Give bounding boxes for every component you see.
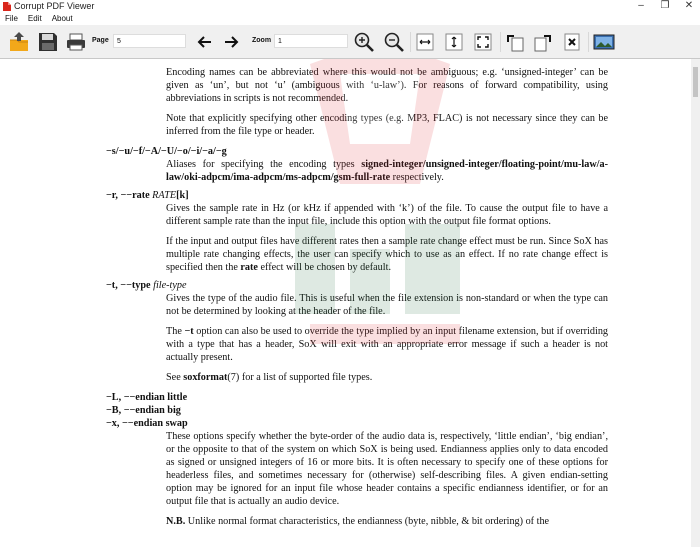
print-button[interactable] [65, 31, 87, 53]
toolbar-separator [410, 32, 411, 52]
option-t-override: The −t option can also be used to override the type implied by an input filename extension, but if overriding with a type that has a header, SoX will exit with an appropriate error message if such a header is not actually present. [166, 326, 609, 363]
fit-page-button[interactable] [472, 31, 494, 53]
document-viewport[interactable] [0, 59, 700, 547]
pdf-app-icon [3, 2, 11, 11]
rotate-right-icon [533, 32, 553, 52]
maximize-button[interactable]: ❐ [660, 0, 670, 11]
encoding-abbrev-paragraph: Encoding names can be abbreviated where this would not be ambiguous; e.g. ‘unsigned-integer’ can be given as ‘un’, but not ‘u’ (ambiguous with ‘u-law’). For reasons of forward compatibility, using abbreviations in scripts is not recommended. [166, 67, 608, 104]
rotate-left-button[interactable] [504, 31, 526, 53]
page-number-input[interactable]: 5 [113, 34, 186, 48]
open-file-button[interactable] [8, 31, 30, 53]
close-document-icon [563, 33, 581, 51]
menu-bar [0, 13, 700, 25]
fit-page-icon [474, 33, 492, 51]
scrollbar-thumb[interactable] [693, 67, 698, 97]
printer-icon [65, 31, 87, 53]
zoom-in-icon [353, 31, 375, 53]
window-title: Corrupt PDF Viewer [14, 1, 95, 11]
zoom-input[interactable]: 1 [274, 34, 348, 48]
close-window-button[interactable]: ✕ [684, 0, 694, 11]
zoom-out-button[interactable] [383, 31, 405, 53]
arrow-left-icon [196, 35, 212, 49]
option-r-heading: −r, −−rate RATE[k] [106, 190, 189, 201]
encoding-types-paragraph: Note that explicitly specifying other encoding types (e.g. MP3, FLAC) is not necessary since they can be inferred from the file type or header. [166, 113, 608, 137]
zoom-out-icon [383, 31, 405, 53]
toolbar-separator [500, 32, 501, 52]
fit-width-icon [416, 33, 434, 51]
next-page-button[interactable] [221, 31, 243, 53]
zoom-in-button[interactable] [353, 31, 375, 53]
option-t-heading: −t, −−type file-type [106, 280, 187, 291]
rotate-left-icon [505, 32, 525, 52]
arrow-right-icon [224, 35, 240, 49]
image-icon [593, 33, 615, 51]
save-button[interactable] [37, 31, 59, 53]
toolbar [0, 25, 700, 59]
option-r-description: Gives the sample rate in Hz (or kHz if appended with ‘k’) of the file. To cause the output file to have a different sample rate than the input file, include this option with the output file format options. [166, 203, 608, 227]
pdf-page [106, 59, 608, 528]
toolbar-separator [588, 32, 589, 52]
page-label: Page [92, 37, 109, 44]
floppy-disk-icon [37, 31, 59, 53]
endian-note: N.B. Unlike normal format characteristics, the endianness (byte, nibble, & bit ordering) of the [166, 516, 550, 527]
option-s-description: Aliases for specifying the encoding types signed-integer/unsigned-integer/floating-point/mu-law/a-law/oki-adpcm/ima-adpcm/ms-adpcm/gsm-full-rate respectively. [166, 159, 608, 183]
option-t-see-also: See soxformat(7) for a list of supported file types. [166, 372, 373, 383]
previous-page-button[interactable] [193, 31, 215, 53]
minimize-button[interactable]: – [638, 0, 644, 11]
fit-height-button[interactable] [443, 31, 465, 53]
image-export-button[interactable] [593, 31, 615, 53]
option-B-heading: −B, −−endian big [106, 405, 181, 416]
title-bar [0, 0, 700, 13]
option-x-heading: −x, −−endian swap [106, 418, 188, 429]
vertical-scrollbar[interactable] [691, 59, 700, 547]
endian-description: These options specify whether the byte-order of the audio data is, respectively, ‘little endian’, ‘big endian’, or the opposite to that of the system on which SoX is being used. Endianness applies only to data encoded as signed or unsigned integers of 16 or more bits. It is often necessary to specify one of these options for headerless files, and sometimes necessary for (otherwise) self-describing files. A given endian-setting option may be ignored for an input file whose header contains a specific endianness identifier, or for an output file that is actually an audio device. [166, 431, 608, 507]
open-folder-icon [8, 31, 30, 53]
close-document-button[interactable] [561, 31, 583, 53]
fit-width-button[interactable] [414, 31, 436, 53]
option-r-rate-change: If the input and output files have different rates then a sample rate change effect must be run. Since SoX has multiple rate changing effects, the user can specify which to use as an effect. If no rate change effect is specified then the rate effect will be chosen by default. [166, 236, 608, 273]
fit-height-icon [445, 33, 463, 51]
menu-edit[interactable]: Edit [27, 14, 42, 23]
option-s-heading: −s/−u/−f/−A/−U/−o/−i/−a/−g [106, 146, 227, 157]
zoom-label: Zoom [252, 37, 272, 44]
option-L-heading: −L, −−endian little [106, 392, 188, 403]
menu-file[interactable]: File [5, 14, 18, 23]
rotate-right-button[interactable] [532, 31, 554, 53]
menu-about[interactable]: About [51, 14, 73, 23]
option-t-description: Gives the type of the audio file. This is useful when the file extension is non-standard or when the type can not be determined by looking at the header of the file. [166, 293, 608, 317]
